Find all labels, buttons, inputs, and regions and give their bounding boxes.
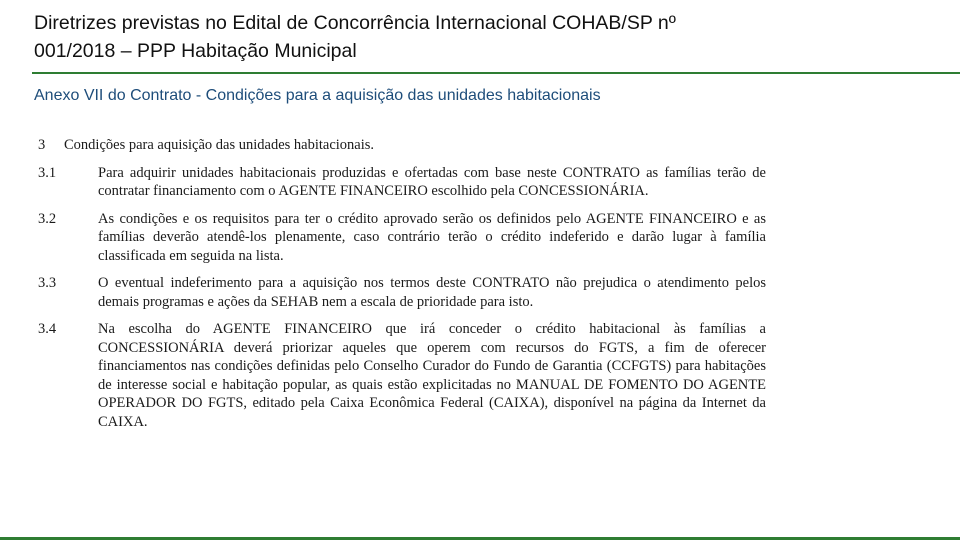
slide-title-line-2: 001/2018 – PPP Habitação Municipal — [34, 40, 357, 62]
contract-excerpt — [38, 136, 766, 440]
clause-3-4 — [38, 320, 766, 431]
section-heading — [38, 136, 766, 155]
clause-text: O eventual indeferimento para a aquisição nos termos deste CONTRATO não prejudica o atendimento pelos demais programas e ações da SEHAB nem a escala de prioridade para isto. — [98, 275, 766, 310]
clause-number: 3.1 — [38, 164, 57, 181]
clause-text: Para adquirir unidades habitacionais produzidas e ofertadas com base neste CONTRATO as famílias terão de contratar financiamento com o AGENTE FINANCEIRO escolhido pela CONCESSIONÁRIA. — [98, 164, 766, 199]
clause-number: 3.2 — [38, 210, 57, 227]
clause-3-2 — [38, 210, 766, 266]
slide-subtitle: Anexo VII do Contrato - Condições para a aquisição das unidades habitacionais — [34, 87, 601, 104]
slide-title — [34, 9, 934, 65]
clause-number: 3.4 — [38, 321, 57, 337]
section-title: Condições para aquisição das unidades habitacionais. — [64, 137, 375, 153]
clause-number: 3.3 — [38, 275, 57, 291]
slide-title-line-1: Diretrizes previstas no Edital de Concorrência Internacional COHAB/SP nº — [34, 12, 676, 34]
clause-text: Na escolha do AGENTE FINANCEIRO que irá conceder o crédito habitacional às famílias a CONCESSIONÁRIA deverá priorizar aqueles que operem com recursos do FGTS, a fim de oferecer financiamentos nas condições definidas pelo Conselho Curador do Fundo de Garantia (CCFGTS) para habitações de interesse social e habitação popular, as quais estão explicitadas no MANUAL DE FOMENTO DO AGENTE OPERADOR DO FGTS, editado pela Caixa Econômica Federal (CAIXA), disponível na página da Internet da CAIXA. — [98, 321, 766, 430]
clause-3-1 — [38, 164, 766, 201]
section-number: 3 — [38, 137, 46, 153]
clause-text: As condições e os requisitos para ter o crédito aprovado serão os definidos pelo AGENTE FINANCEIRO e as famílias deverão atendê-los plenamente, caso contrário terão o crédito indeferido e darão lugar à família classificada em seguida na lista. — [98, 210, 766, 264]
title-divider — [32, 72, 960, 74]
clause-3-3 — [38, 274, 766, 311]
